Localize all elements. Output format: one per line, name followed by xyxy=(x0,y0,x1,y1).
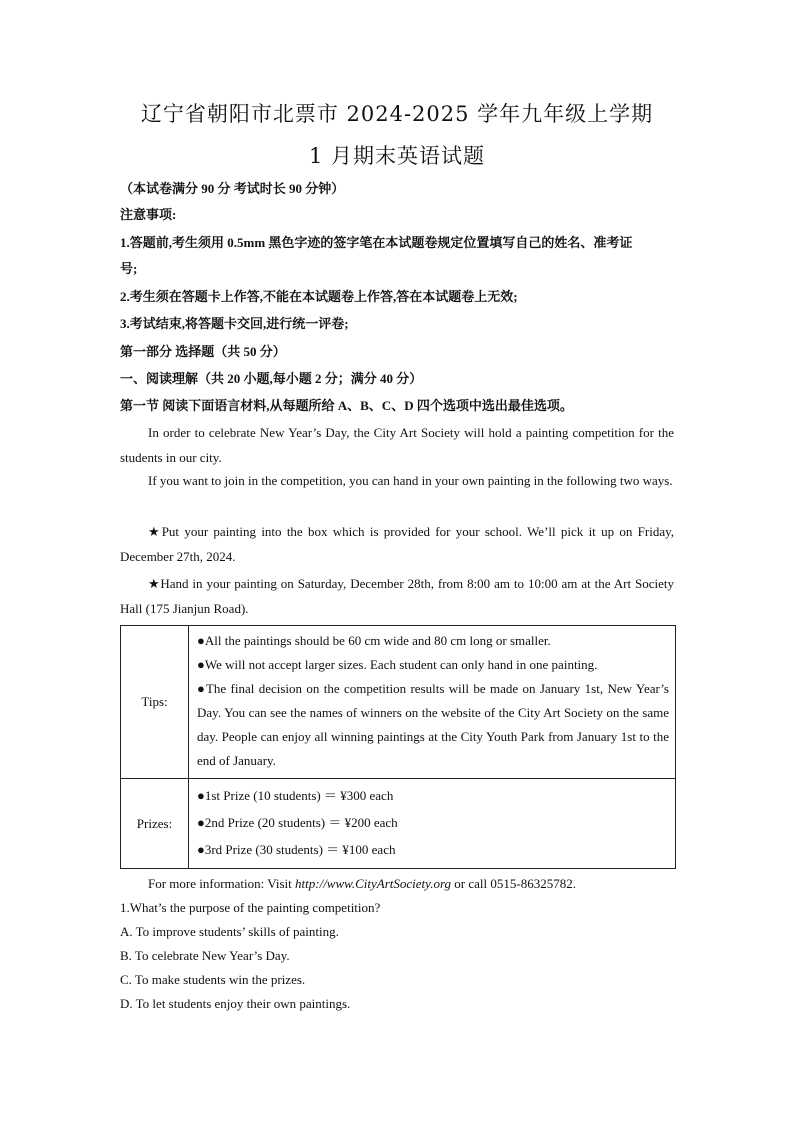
tips-row xyxy=(121,626,676,779)
section1-heading: 一、阅读理解（共 20 小题,每小题 2 分；满分 40 分） xyxy=(120,371,423,386)
subsection-heading: 第一节 阅读下面语言材料,从每题所给 A、B、C、D 四个选项中选出最佳选项。 xyxy=(120,398,573,413)
competition-info-table xyxy=(120,625,676,869)
note-1-continued: 号; xyxy=(120,261,138,276)
tip-item: ●All the paintings should be 60 cm wide and 80 cm long or smaller. xyxy=(197,633,551,648)
notice-heading: 注意事项: xyxy=(120,207,177,222)
tip-item: ●We will not accept larger sizes. Each student can only hand in one painting. xyxy=(197,657,598,672)
more-info-line xyxy=(148,876,576,892)
note-2: 2.考生须在答题卡上作答,不能在本试题卷上作答,答在本试题卷上无效; xyxy=(120,289,518,304)
passage-paragraph-4: ★Hand in your painting on Saturday, December 28th, from 8:00 am to 10:00 am at the Art Society Hall (175 Jianjun Road). xyxy=(120,576,674,616)
option-a: A. To improve students’ skills of painting. xyxy=(120,924,339,939)
more-info-prefix: For more information: Visit xyxy=(148,876,296,891)
option-d: D. To let students enjoy their own paintings. xyxy=(120,996,351,1011)
passage-paragraph-3: ★Put your painting into the box which is provided for your school. We’ll pick it up on Friday, December 27th, 2024. xyxy=(120,524,674,564)
part1-heading: 第一部分 选择题（共 50 分） xyxy=(120,344,286,359)
exam-title-line2: 1 月期末英语试题 xyxy=(308,144,486,168)
prizes-label: Prizes: xyxy=(121,779,189,869)
prize-item: ●2nd Prize (20 students) ＝ ¥200 each xyxy=(197,815,398,830)
exam-title-line1: 辽宁省朝阳市北票市 2024-2025 学年九年级上学期 xyxy=(140,102,654,126)
option-b: B. To celebrate New Year’s Day. xyxy=(120,948,290,963)
prize-item: ●1st Prize (10 students) ＝ ¥300 each xyxy=(197,788,394,803)
tips-content xyxy=(189,626,676,779)
prize-item: ●3rd Prize (30 students) ＝ ¥100 each xyxy=(197,842,396,857)
website-link[interactable]: http://www.CityArtSociety.org xyxy=(295,876,452,891)
question-1-stem: 1.What’s the purpose of the painting competition? xyxy=(120,900,381,915)
note-3: 3.考试结束,将答题卡交回,进行统一评卷; xyxy=(120,316,349,331)
passage-paragraph-2: If you want to join in the competition, you can hand in your own painting in the following two ways. xyxy=(148,473,673,488)
more-info-suffix: or call 0515-86325782. xyxy=(451,876,576,891)
prizes-content xyxy=(189,779,676,869)
note-1: 1.答题前,考生须用 0.5mm 黑色字迹的签字笔在本试题卷规定位置填写自己的姓名、准考证 xyxy=(120,235,633,250)
prizes-row xyxy=(121,779,676,869)
tip-item: ●The final decision on the competition results will be made on January 1st, New Year’s Day. You can see the names of winners on the website of the City Art Society on the same day. People can enjoy all winning paintings at the City Youth Park from January 1st to the end of January. xyxy=(197,681,669,768)
tips-label: Tips: xyxy=(121,626,189,779)
option-c: C. To make students win the prizes. xyxy=(120,972,306,987)
exam-info: （本试卷满分 90 分 考试时长 90 分钟） xyxy=(120,181,345,196)
passage-paragraph-1: In order to celebrate New Year’s Day, the City Art Society will hold a painting competition for the students in our city. xyxy=(120,425,674,465)
